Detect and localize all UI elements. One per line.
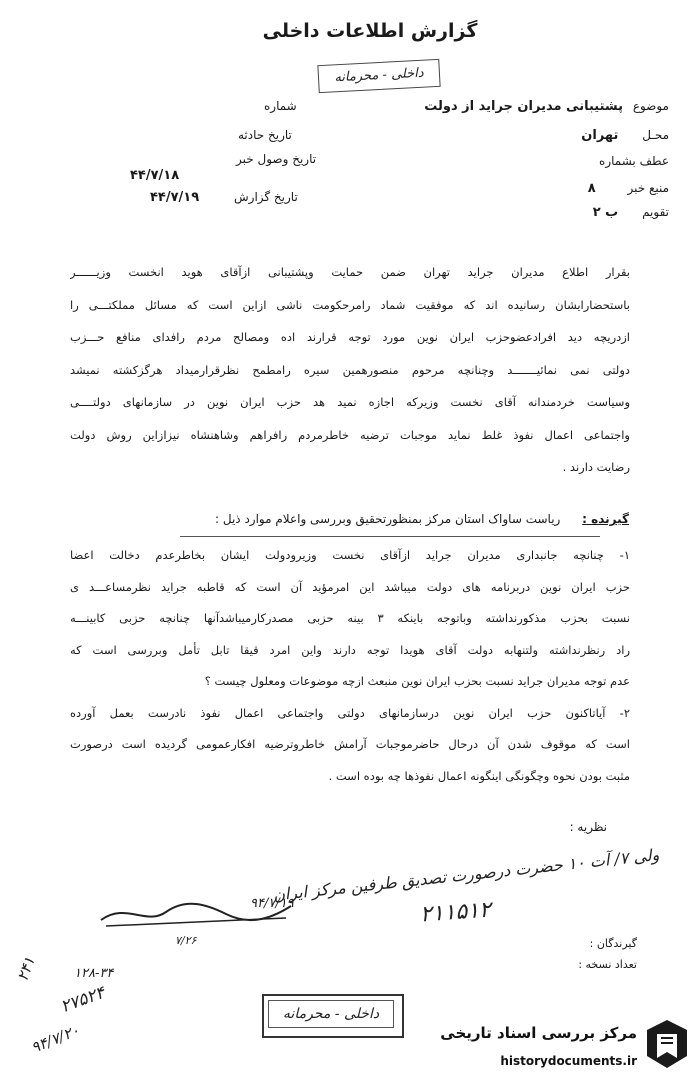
body-paragraph [70,256,630,484]
body-line: رضایت دارند . [562,460,630,474]
watermark-url: historydocuments.ir [500,1054,637,1068]
opinion-label: نظریه : [569,820,607,834]
document-title: گزارش اطلاعات داخلی [262,20,478,42]
question-line: است که موقوف شدن آن درحال حاضرموجبات آرامش خاطروترضیه افکارعمومی گردیده است درصورت [70,737,630,751]
questions-block [70,540,630,792]
question-line: عدم توجه مدیران جراید نسبت بحزب ایران نوین منبعث ازچه موضوعات ومعلول چیست ؟ [204,674,630,688]
report-date-label: تاریخ گزارش [234,190,298,204]
question-line: ۲- آیاتاکنون حزب ایران نوین درسازمانهای دولتی واجتماعی اعمال نفوذ نادرست بعمل آورده [70,705,630,720]
question-line: نسبت بحزب مذکورنداشته وباتوجه باینکه ۳ بینه حزبی مصدرکارمیباشدآنها چنانچه حزبی کابینـــه [70,611,630,625]
archive-logo-icon [643,1018,691,1070]
top-stamp [317,59,440,93]
question-line: ۱- چنانچه جانبداری مدیران جراید ازآقای نخست وزیرودولت ایشان بخاطرعدم دخالت اعضا [70,548,630,562]
recipients-value: ریاست ساواک استان مرکز بمنظورتحقیق وبررسی واعلام موارد ذیل : [215,512,561,526]
source-label: منبع خبر [627,181,669,195]
top-stamp-text: داخلی - محرمانه [334,65,424,86]
watermark [412,1010,699,1079]
bottom-stamp: داخلی - محرمانه [268,1000,394,1028]
report-date-value: ۴۴/۷/۱۹ [150,190,200,205]
ref-label: عطف بشماره [599,154,669,168]
evaluation-value: ب ۲ [592,205,619,220]
place-value: تهران [581,128,619,143]
side-number-4: ۹۴/۷/۲۰ [28,1021,82,1057]
handwritten-signature [96,892,296,932]
place-label: محـل [642,128,669,142]
body-line: وسیاست خردمندانه آقای نخست وزیرکه اجازه نمید هد حزب ایران نوین در سازمانهای دولتــــی [70,395,630,409]
footer-recipients-label: گیرندگان : [589,937,637,950]
recipients-divider [180,536,600,537]
body-line: واجتماعی اعمال نفوذ غلط نماید موجبات ترضیه خاطرمردم رافراهم وشاهنشاه نیزازاین روش دولت [70,427,630,442]
question-line: حزب ایران نوین دربرنامه های دولت میباشد این امرمؤید آن است که قاطبه جراید نظرمساعـــد ی [70,579,630,594]
subject-value: پشتیبانی مدیران جراید از دولت [424,99,623,114]
handwritten-small-date: ۷/۲۶ [175,934,197,947]
side-number-1: ۲۴۱ [13,954,39,984]
body-line: باستحضارایشان رسانیده اند که موفقیت شماد رامرحکومت ناشی ازاین است که مسائل مملکتـــی را [70,297,630,312]
place-row [581,128,669,143]
body-line: بقرار اطلاع مدیران جراید تهران ضمن حمایت وپشتیبانی ازآقای هوید انخست وزیــــــر [70,265,630,279]
handwritten-number: ۲۱۱۵۱۲ [419,897,492,928]
handwritten-date: ۹۴/۷/۱۹ [250,896,294,911]
body-line: ازدریچه دید افرادعضوحزب ایران نوین مورد توجه قرارند اده ومصالح مردم رافدای منافع حـــزب [70,330,630,344]
question-line: مثبت بودن نحوه وچگونگی اینگونه اعمال نفوذها چه بوده است . [328,768,630,783]
subject-label: موضوع [632,99,669,113]
evaluation-row [593,205,669,220]
subject-row [424,99,669,114]
number-label: شماره [264,99,297,113]
watermark-org-name: مرکز بررسی اسناد تاریخی [440,1024,637,1042]
handwritten-note-1: ولی ۷/ آت ۱۰ حضرت درصورت تصدیق طرفین مرکز ایران [272,845,660,905]
receipt-date-value: ۴۴/۷/۱۸ [130,168,180,183]
receipt-date-label: تاریخ وصول خبر [236,152,317,166]
side-number-2: ۱۲۸-۳۴ [74,966,114,981]
recipients-row [215,512,629,526]
recipients-label: گیرنده : [582,512,629,526]
source-row [588,181,669,196]
source-value: ۸ [587,181,596,196]
body-line: دولتی نمی نمائیـــــــد وچنانچه مرحوم منصورهمین سیره رامطمح نظرقرارمیداد هرگزکشته نمیشد [70,362,630,377]
side-number-3: ۲۷۵۲۴ [57,982,108,1018]
incident-date-label: تاریخ حادثه [238,128,292,142]
evaluation-label: تقویم [642,205,669,219]
question-line: راد رنظرنداشته ولتنهابه دولت آقای هویدا توجه دارند واین امرد قیقا تابل تأمل وبررسی است که [70,642,630,657]
footer-copies-label: تعداد نسخه : [578,958,637,971]
